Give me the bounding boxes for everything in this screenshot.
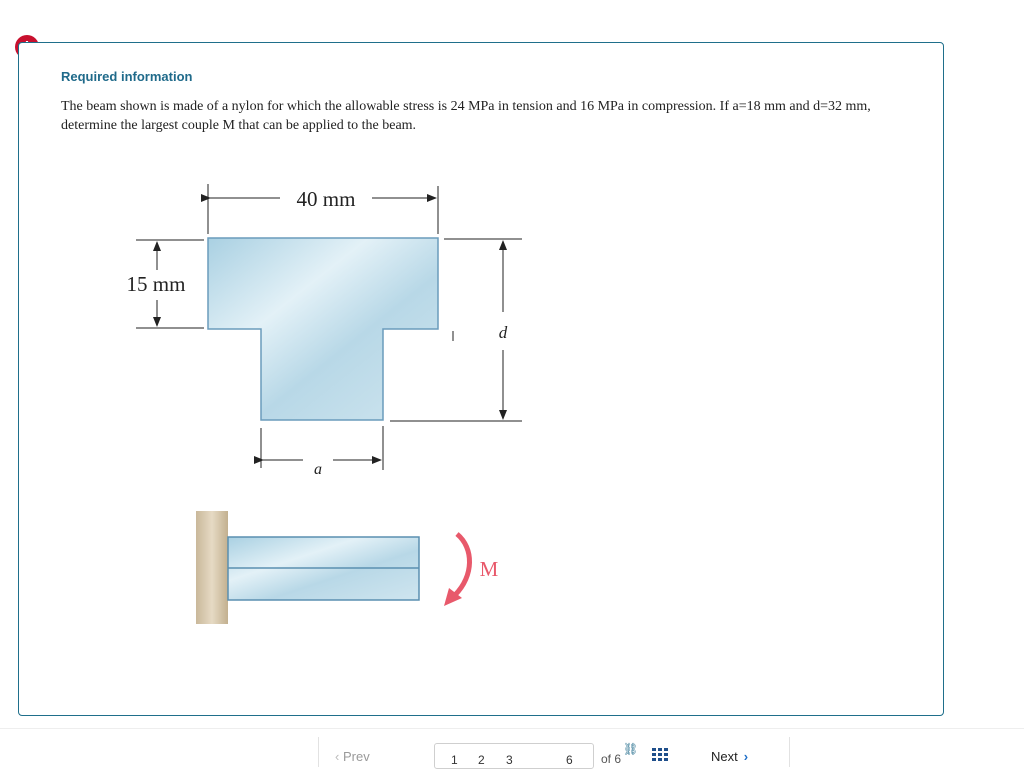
page-count-label: of 6 — [601, 752, 622, 766]
page-number[interactable]: 1 — [451, 753, 458, 767]
wall-support — [196, 511, 228, 624]
problem-statement: The beam shown is made of a nylon for which the allowable stress is 24 MPa in tension and 16 MPa in compression. If a=18 mm and d=32 mm, determine the largest couple M that can be applied to the beam. — [61, 99, 871, 133]
pagination-bar — [318, 737, 790, 767]
prev-button[interactable] — [335, 749, 370, 764]
next-button[interactable] — [711, 749, 748, 764]
chevron-left-icon: ‹ — [335, 749, 340, 764]
flange-label: 15 mm — [126, 272, 186, 296]
page-number[interactable]: 6 — [566, 753, 573, 767]
page-number[interactable]: 2 — [478, 753, 485, 767]
page-number[interactable]: 3 — [506, 753, 513, 767]
t-section-shape — [208, 238, 438, 420]
prev-label: Prev — [342, 749, 370, 764]
next-label: Next — [711, 749, 738, 764]
card-title: Required information — [61, 69, 193, 84]
chevron-right-icon: › — [743, 749, 749, 764]
beam-side-view — [228, 537, 419, 600]
link-icon: ⛓ — [623, 742, 639, 756]
web-label: a — [314, 461, 322, 478]
width-label: 40 mm — [296, 187, 356, 211]
moment-label: M — [479, 557, 499, 581]
moment-arrow — [444, 534, 470, 606]
web-dimension — [261, 426, 383, 470]
depth-label: d — [498, 323, 508, 342]
